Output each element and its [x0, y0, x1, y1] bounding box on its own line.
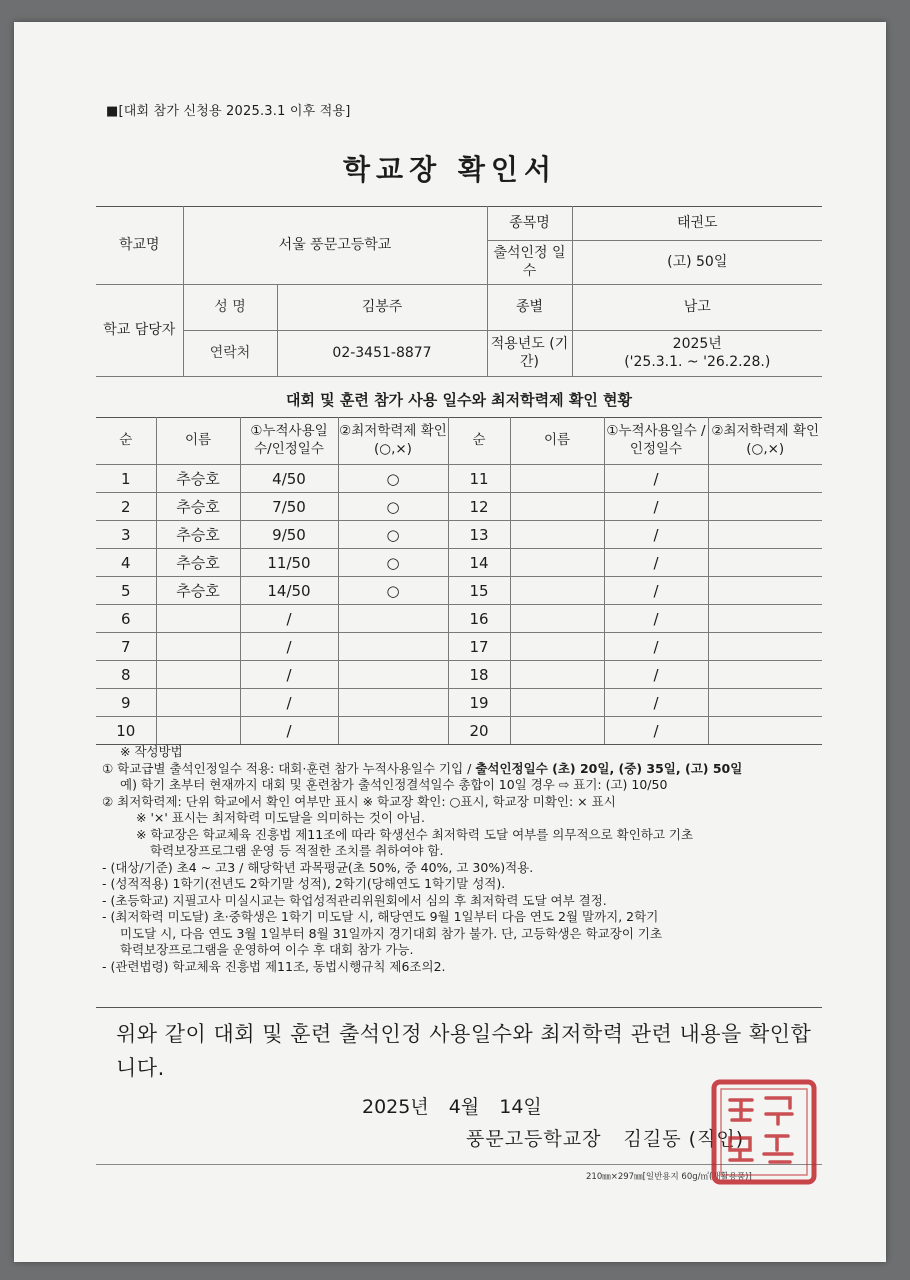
cell-used: 7/50 — [240, 493, 338, 521]
cell-check — [338, 689, 448, 717]
year-value: 2025년 — [672, 336, 722, 352]
cell-used2: / — [604, 465, 708, 493]
note-d5: - (관련법령) 학교체육 진흥법 제11조, 동법시행규칙 제6조의2. — [102, 958, 446, 974]
note-d2: - (성적적용) 1학기(전년도 2학기말 성적), 2학기(당해연도 1학기말 성적). — [102, 876, 506, 891]
table-row — [96, 493, 822, 521]
table-row — [96, 689, 822, 717]
year-cell — [572, 331, 822, 377]
cell-used2: / — [604, 493, 708, 521]
cell-used: / — [240, 633, 338, 661]
document-title: 학교장 확인서 — [342, 153, 558, 186]
cell-no: 2 — [96, 493, 156, 521]
note-d4b: 미도달 시, 다음 연도 3월 1일부터 8월 31일까지 경기대회 참가 불가. 단, 고등학생은 학교장이 기초 — [120, 925, 663, 941]
cell-check — [338, 717, 448, 745]
form-header-note: ■[대회 참가 신청용 2025.3.1 이후 적용] — [106, 104, 351, 119]
note-d3: - (초등학교) 지필고사 미실시교는 학업성적관리위원회에서 심의 후 최저학력 도달 여부 결정. — [102, 892, 607, 908]
confirmation-statement: 위와 같이 대회 및 훈련 출석인정 사용일수와 최저학력 관련 내용을 확인합니다. — [116, 1022, 812, 1080]
principal-name: 김길동 (직인) — [623, 1128, 745, 1150]
cell-no2: 13 — [448, 521, 510, 549]
cell-check2 — [708, 605, 822, 633]
contact-value: 02-3451-8877 — [277, 331, 487, 377]
gender-label: 종별 — [487, 285, 572, 331]
year-label: 적용년도 (기간) — [487, 331, 572, 377]
official-seal-icon — [708, 1076, 820, 1188]
document-page — [14, 22, 886, 1262]
cell-check — [338, 605, 448, 633]
cell-name2 — [510, 717, 604, 745]
cell-no2: 14 — [448, 549, 510, 577]
gender-value: 남고 — [572, 285, 822, 331]
notes-heading: ※ 작성방법 — [120, 744, 183, 759]
cell-check — [338, 633, 448, 661]
name-value: 김봉주 — [277, 285, 487, 331]
school-info-table — [96, 206, 822, 377]
writing-instructions — [102, 744, 822, 975]
cell-name — [156, 633, 240, 661]
col-header-used: ①누적사용일 수/인정일수 — [240, 418, 338, 465]
col-header-no-2: 순 — [448, 418, 510, 465]
cell-no: 9 — [96, 689, 156, 717]
cell-no2: 18 — [448, 661, 510, 689]
cell-name: 추승호 — [156, 465, 240, 493]
cell-no: 5 — [96, 577, 156, 605]
table-row — [96, 633, 822, 661]
col-header-check: ②최저학력제 확인(○,×) — [338, 418, 448, 465]
col-header-no: 순 — [96, 418, 156, 465]
school-label: 학교명 — [96, 207, 183, 285]
cell-check2 — [708, 577, 822, 605]
cell-no: 6 — [96, 605, 156, 633]
cell-check2 — [708, 717, 822, 745]
cell-no: 10 — [96, 717, 156, 745]
cell-no2: 16 — [448, 605, 510, 633]
cell-check2 — [708, 661, 822, 689]
attend-label: 출석인정 일수 — [487, 241, 572, 285]
cell-name — [156, 717, 240, 745]
cell-no: 3 — [96, 521, 156, 549]
cell-used: / — [240, 661, 338, 689]
cell-used: / — [240, 605, 338, 633]
cell-name: 추승호 — [156, 521, 240, 549]
note-2b: ※ 학교장은 학교체육 진흥법 제11조에 따라 학생선수 최저학력 도달 여부를 의무적으로 확인하고 기초 — [136, 826, 694, 842]
participation-table — [96, 417, 822, 745]
cell-name2 — [510, 633, 604, 661]
cell-used2: / — [604, 661, 708, 689]
manager-label: 학교 담당자 — [96, 285, 183, 377]
cell-no2: 20 — [448, 717, 510, 745]
table-header-row — [96, 418, 822, 465]
table-row — [96, 605, 822, 633]
cell-no2: 15 — [448, 577, 510, 605]
cell-check: ○ — [338, 521, 448, 549]
contact-label: 연락처 — [183, 331, 277, 377]
cell-name2 — [510, 577, 604, 605]
cell-used: / — [240, 717, 338, 745]
principal-title: 풍문고등학교장 — [466, 1128, 602, 1150]
cell-check: ○ — [338, 493, 448, 521]
cell-name2 — [510, 465, 604, 493]
cell-no2: 17 — [448, 633, 510, 661]
cell-name2 — [510, 661, 604, 689]
cell-used2: / — [604, 717, 708, 745]
cell-used: 11/50 — [240, 549, 338, 577]
cell-name: 추승호 — [156, 493, 240, 521]
cell-no: 7 — [96, 633, 156, 661]
cell-used2: / — [604, 549, 708, 577]
col-header-name-2: 이름 — [510, 418, 604, 465]
cell-used2: / — [604, 689, 708, 717]
note-2a: ※ '×' 표시는 최저학력 미도달을 의미하는 것이 아님. — [136, 810, 426, 825]
note-1 — [102, 761, 822, 778]
note-d4: - (최저학력 미도달) 초·중학생은 1학기 미도달 시, 해당연도 9월 1일부터 다음 연도 2월 말까지, 2학기 — [102, 909, 659, 924]
note-2c: 학력보장프로그램 운영 등 적절한 조치를 취하여야 함. — [150, 843, 444, 858]
col-header-used-2: ①누적사용일수 /인정일수 — [604, 418, 708, 465]
cell-name2 — [510, 521, 604, 549]
cell-check2 — [708, 465, 822, 493]
note-1-bold: 출석인정일수 (초) 20일, (중) 35일, (고) 50일 — [475, 760, 743, 776]
note-1-text: ① 학교급별 출석인정일수 적용: 대회·훈련 참가 누적사용일수 기입 / — [102, 760, 476, 776]
cell-check2 — [708, 633, 822, 661]
note-d1: - (대상/기준) 초4 ~ 고3 / 해당학년 과목평균(초 50%, 중 40%, 고 30%)적용. — [102, 859, 534, 875]
cell-used: 9/50 — [240, 521, 338, 549]
note-1-example: 예) 학기 초부터 현재까지 대회 및 훈련참가 출석인정결석일수 총합이 10일 경우 ⇨ 표기: (고) 10/50 — [120, 777, 668, 792]
cell-name — [156, 605, 240, 633]
cell-used2: / — [604, 577, 708, 605]
event-label: 종목명 — [487, 207, 572, 241]
cell-check: ○ — [338, 577, 448, 605]
event-value: 태권도 — [572, 207, 822, 241]
col-header-name: 이름 — [156, 418, 240, 465]
cell-check: ○ — [338, 465, 448, 493]
cell-used2: / — [604, 521, 708, 549]
table-row — [96, 465, 822, 493]
cell-used2: / — [604, 633, 708, 661]
cell-used: 14/50 — [240, 577, 338, 605]
period-value: ('25.3.1. ~ '26.2.28.) — [624, 353, 771, 370]
school-name: 서울 풍문고등학교 — [183, 207, 487, 285]
cell-name2 — [510, 493, 604, 521]
col-header-check-2: ②최저학력제 확인(○,×) — [708, 418, 822, 465]
table-row — [96, 577, 822, 605]
cell-used2: / — [604, 605, 708, 633]
cell-check2 — [708, 549, 822, 577]
cell-no2: 11 — [448, 465, 510, 493]
cell-check2 — [708, 493, 822, 521]
cell-name2 — [510, 605, 604, 633]
cell-name2 — [510, 689, 604, 717]
table-row — [96, 661, 822, 689]
cell-name: 추승호 — [156, 577, 240, 605]
note-2: ② 최저학력제: 단위 학교에서 확인 여부만 표시 ※ 학교장 확인: ○표시, 학교장 미확인: × 표시 — [102, 793, 616, 809]
cell-check — [338, 661, 448, 689]
cell-name — [156, 661, 240, 689]
cell-used: / — [240, 689, 338, 717]
table-row — [96, 717, 822, 745]
section-title: 대회 및 훈련 참가 사용 일수와 최저학력제 확인 현황 — [285, 391, 633, 409]
cell-no2: 12 — [448, 493, 510, 521]
cell-name — [156, 689, 240, 717]
note-d4c: 학력보장프로그램을 운영하여 이수 후 대회 참가 가능. — [120, 942, 414, 957]
cell-check2 — [708, 521, 822, 549]
cell-no: 1 — [96, 465, 156, 493]
cell-name: 추승호 — [156, 549, 240, 577]
cell-no: 4 — [96, 549, 156, 577]
cell-no2: 19 — [448, 689, 510, 717]
paper-spec: 210㎜×297㎜[일반용지 60g/㎡(재활용품)] — [586, 1172, 752, 1182]
principal-signature — [466, 1124, 744, 1151]
issue-date: 2025년 4월 14일 — [362, 1096, 542, 1118]
cell-check: ○ — [338, 549, 448, 577]
cell-check2 — [708, 689, 822, 717]
table-row — [96, 549, 822, 577]
attend-value: (고) 50일 — [572, 241, 822, 285]
cell-no: 8 — [96, 661, 156, 689]
name-label: 성 명 — [183, 285, 277, 331]
notes-divider — [96, 1007, 822, 1008]
table-row — [96, 521, 822, 549]
cell-name2 — [510, 549, 604, 577]
cell-used: 4/50 — [240, 465, 338, 493]
